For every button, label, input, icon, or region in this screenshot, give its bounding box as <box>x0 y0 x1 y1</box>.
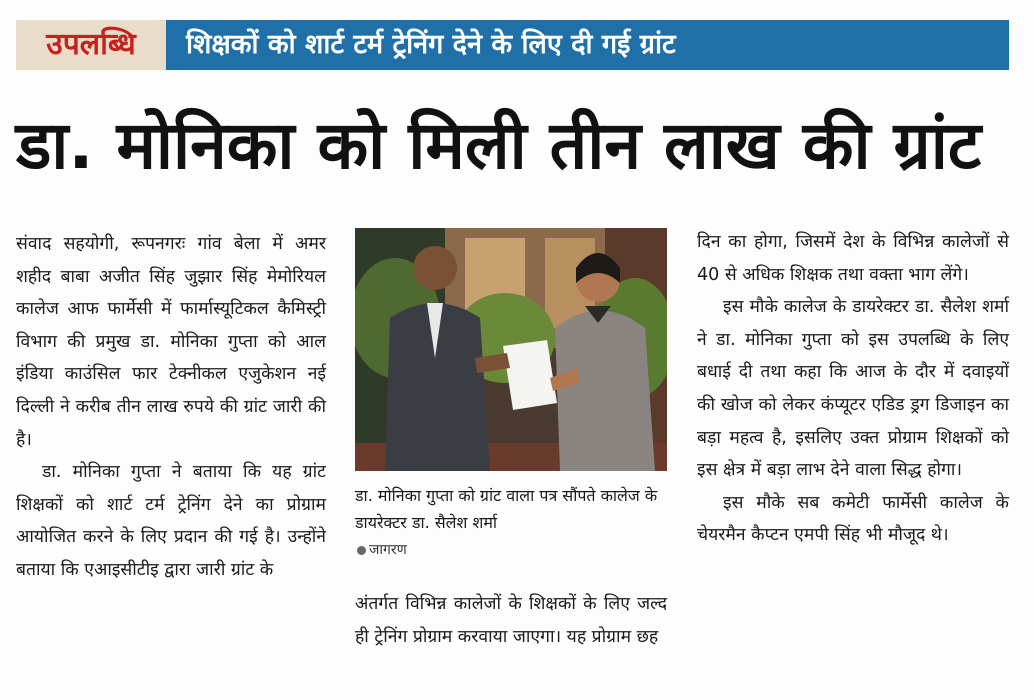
article-paragraph: इस मौके कालेज के डायरेक्टर डा. सैलेश शर्मा ने डा. मोनिका गुप्ता को इस उपलब्धि के लिए बधाई दी तथा कहा कि आज के दौर में दवाइयों की खोज को लेकर कंप्यूटर एडिड ड्रग डिजाइन का बड़ा महत्व है, इसलिए उक्त प्रोग्राम शिक्षकों को इस क्षेत्र में बड़ा लाभ देने वाला सिद्ध होगा। <box>697 297 1009 481</box>
section-kicker: उपलब्धि <box>16 20 166 70</box>
credit-bullet-icon <box>357 546 366 555</box>
news-photo <box>355 228 667 471</box>
strap-headline: शिक्षकों को शार्ट टर्म ट्रेनिंग देने के लिए दी गई ग्रांट <box>166 20 1009 70</box>
article-paragraph: इस मौके सब कमेटी फार्मेसी कालेज के चेयरमैन कैप्टन एमपी सिंह भी मौजूद थे। <box>697 492 1009 546</box>
photo-caption: डा. मोनिका गुप्ता को ग्रांट वाला पत्र सौंपते कालेज के डायरेक्टर डा. सैलेश शर्मा <box>355 486 658 532</box>
article-paragraph: संवाद सहयोगी, रूपनगरः गांव बेला में अमर शहीद बाबा अजीत सिंह जुझार सिंह मेमोरियल कालेज आफ फार्मेसी में फार्मास्यूटिकल कैमिस्ट्री विभाग की प्रमुख डा. मोनिका गुप्ता को आल इंडिया काउंसिल फार टेक्नीकल एजुकेशन नई दिल्ली ने करीब तीन लाख रुपये की ग्रांट जारी की है। <box>16 234 326 450</box>
section-header <box>16 20 1009 70</box>
article-column-middle <box>355 588 667 654</box>
article-paragraph: दिन का होगा, जिसमें देश के विभिन्न कालेजों से 40 से अधिक शिक्षक तथा वक्ता भाग लेंगे। <box>697 232 1009 285</box>
article-column-left <box>16 228 326 587</box>
credit-text: जागरण <box>369 542 407 558</box>
article-column-right <box>697 226 1009 552</box>
main-headline: डा. मोनिका को मिली तीन लाख की ग्रांट <box>16 107 982 184</box>
article-paragraph: अंतर्गत विभिन्न कालेजों के शिक्षकों के लिए जल्द ही ट्रेनिंग प्रोग्राम करवाया जाएगा। यह प्रोग्राम छह <box>355 594 667 647</box>
article-paragraph: डा. मोनिका गुप्ता ने बताया कि यह ग्रांट शिक्षकों को शार्ट टर्म ट्रेनिंग देने का प्रोग्राम आयोजित करने के लिए प्रदान की गई है। उन्होंने बताया कि एआइसीटीइ द्वारा जारी ग्रांट के <box>16 462 326 580</box>
photo-credit <box>357 540 407 559</box>
photo-illustration <box>355 228 667 471</box>
